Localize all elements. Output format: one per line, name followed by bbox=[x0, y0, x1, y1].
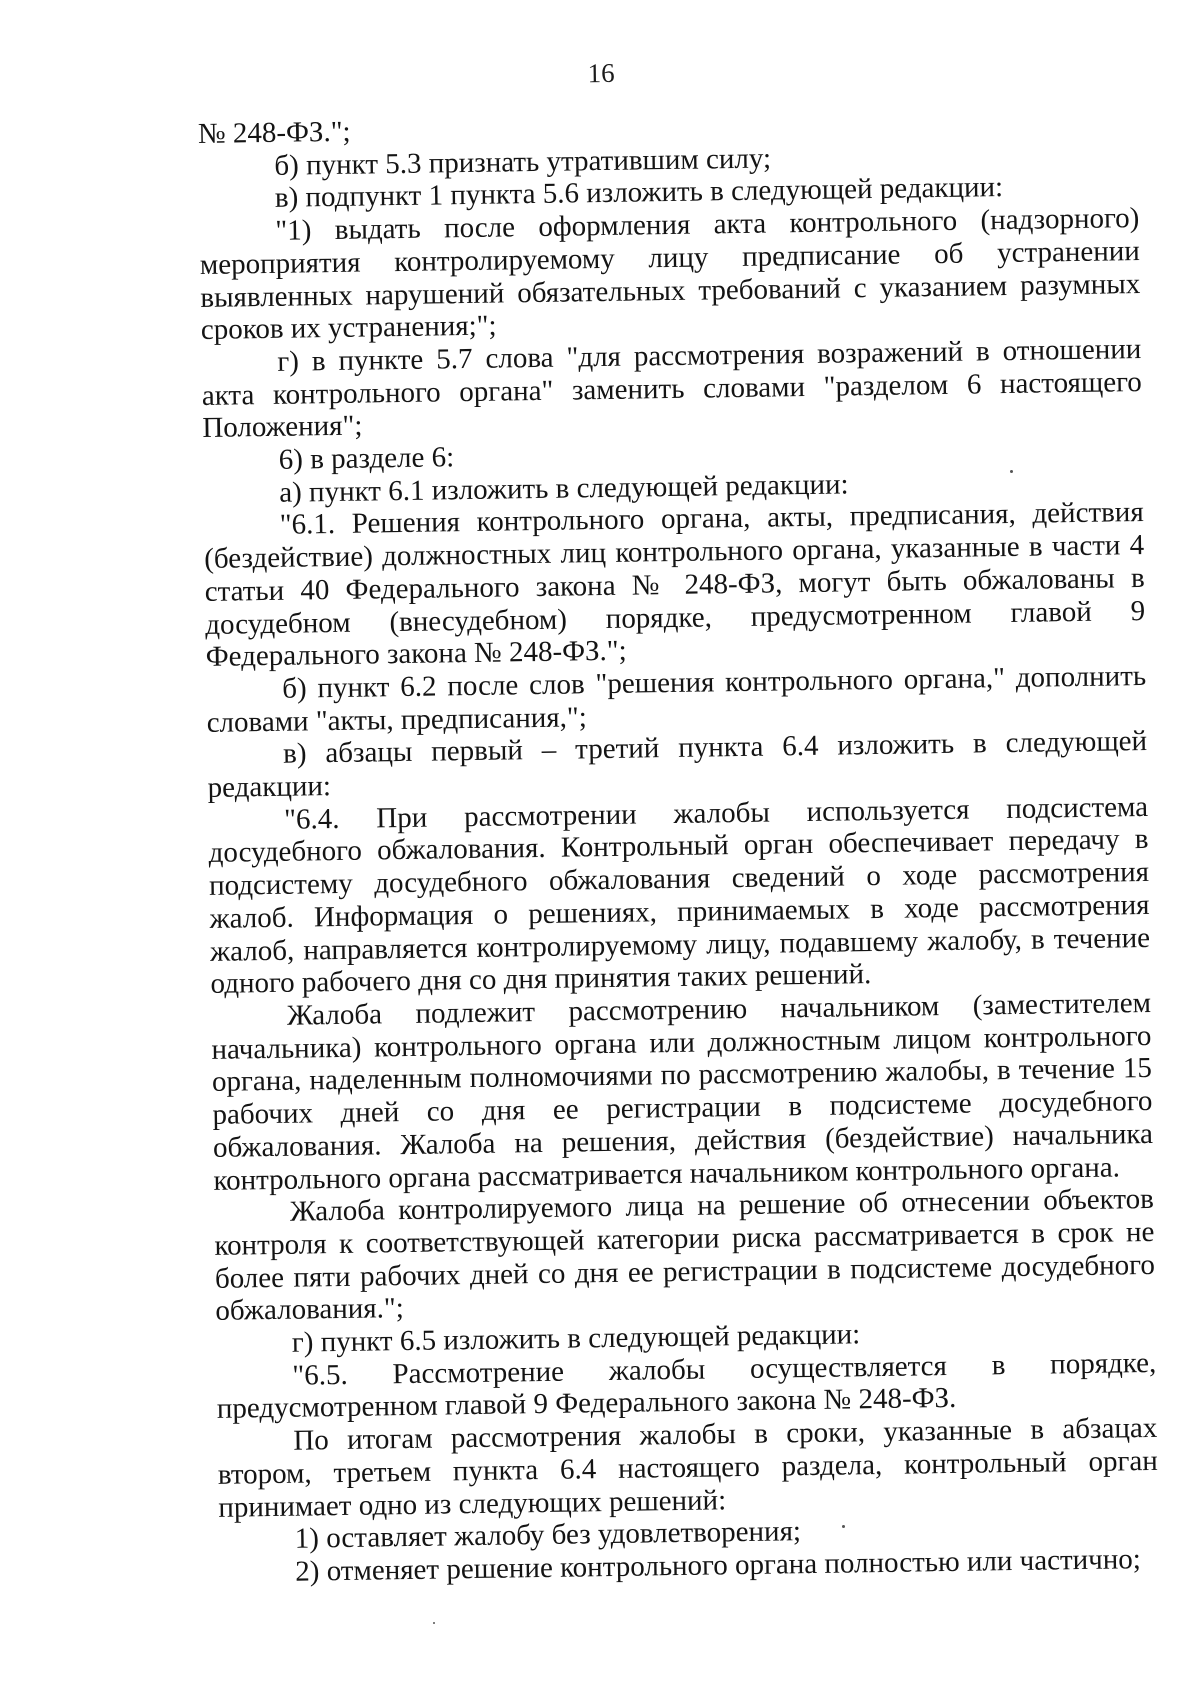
paragraph: 1) оставляет жалобу без удовлетворения; bbox=[294, 1515, 802, 1555]
paragraph: По итогам рассмотрения жалобы в сроки, указанные в абзацах втором, третьем пункта 6.4 настоящего раздела, контрольный орган принимает одно из следующих решений: bbox=[217, 1412, 1158, 1524]
paragraph: г) пункт 6.5 изложить в следующей редакции: bbox=[291, 1318, 861, 1359]
paragraph: "1) выдать после оформления акта контрольного (надзорного) мероприятия контролируемому лицу предписание об устранении выявленных нарушений обязательных требований с указанием разумных сроков их устранения;"; bbox=[199, 202, 1141, 347]
paragraph: в) подпункт 1 пункта 5.6 изложить в следующей редакции: bbox=[274, 171, 1004, 215]
paragraph: а) пункт 6.1 изложить в следующей редакции: bbox=[279, 468, 849, 509]
paragraph: "6.1. Решения контрольного органа, акты, предписания, действия (бездействие) должностных лиц контрольного органа, указанные в части 4 статьи 40 Федерального закона № 248-ФЗ, могут быть обжалованы в досудебном (внесудебном) порядке, предусмотренном главой 9 Федерального закона № 248-ФЗ."; bbox=[204, 496, 1146, 674]
scan-speck bbox=[1010, 470, 1013, 473]
paragraph: 6) в разделе 6: bbox=[278, 441, 455, 476]
scan-speck bbox=[842, 1525, 845, 1528]
paragraph: г) в пункте 5.7 слова "для рассмотрения возражений в отношении акта контрольного органа" заменить словами "разделом 6 настоящего Положения"; bbox=[201, 332, 1142, 445]
paragraph: Жалоба подлежит рассмотрению начальником (заместителем начальника) контрольного органа или должностным лицом контрольного органа, наделенным полномочиями по рассмотрению жалобы, в течение 15 рабочих дней со дня ее регистрации в подсистеме досудебного обжалования. Жалоба на решения, действия (бездействие) начальника контрольного органа рассматривается начальником контрольного органа. bbox=[211, 986, 1154, 1197]
page-number: 16 bbox=[587, 57, 615, 89]
paragraph: "6.5. Рассмотрение жалобы осуществляется в порядке, предусмотренном главой 9 Федерального закона № 248-ФЗ. bbox=[216, 1346, 1157, 1426]
paragraph: "6.4. При рассмотрении жалобы используется подсистема досудебного обжалования. Контрольный орган обеспечивает передачу в подсистему досудебного обжалования сведений о ходе рассмотрения жалоб. Информация о решениях, принимаемых в ходе рассмотрения жалоб, направляется контролируемому лицу, подавшему жалобу, в течение одного рабочего дня со дня принятия таких решений. bbox=[208, 790, 1151, 1001]
paragraph: б) пункт 6.2 после слов "решения контрольного органа," дополнить словами "акты, предписания,"; bbox=[206, 659, 1147, 739]
paragraph: № 248-ФЗ."; bbox=[197, 115, 351, 150]
paragraph: в) абзацы первый – третий пункта 6.4 изложить в следующей редакции: bbox=[207, 725, 1148, 804]
scan-speck bbox=[433, 1622, 435, 1624]
paragraph: б) пункт 5.3 признать утратившим силу; bbox=[274, 142, 772, 182]
paragraph: Жалоба контролируемого лица на решение об отнесении объектов контроля к соответствующей категории риска рассматривается в срок не более пяти рабочих дней со дня ее регистрации в подсистеме досудебного обжалования."; bbox=[214, 1183, 1156, 1328]
document-body bbox=[198, 104, 1160, 1589]
paragraph: 2) отменяет решение контрольного органа полностью или частично; bbox=[295, 1543, 1142, 1588]
